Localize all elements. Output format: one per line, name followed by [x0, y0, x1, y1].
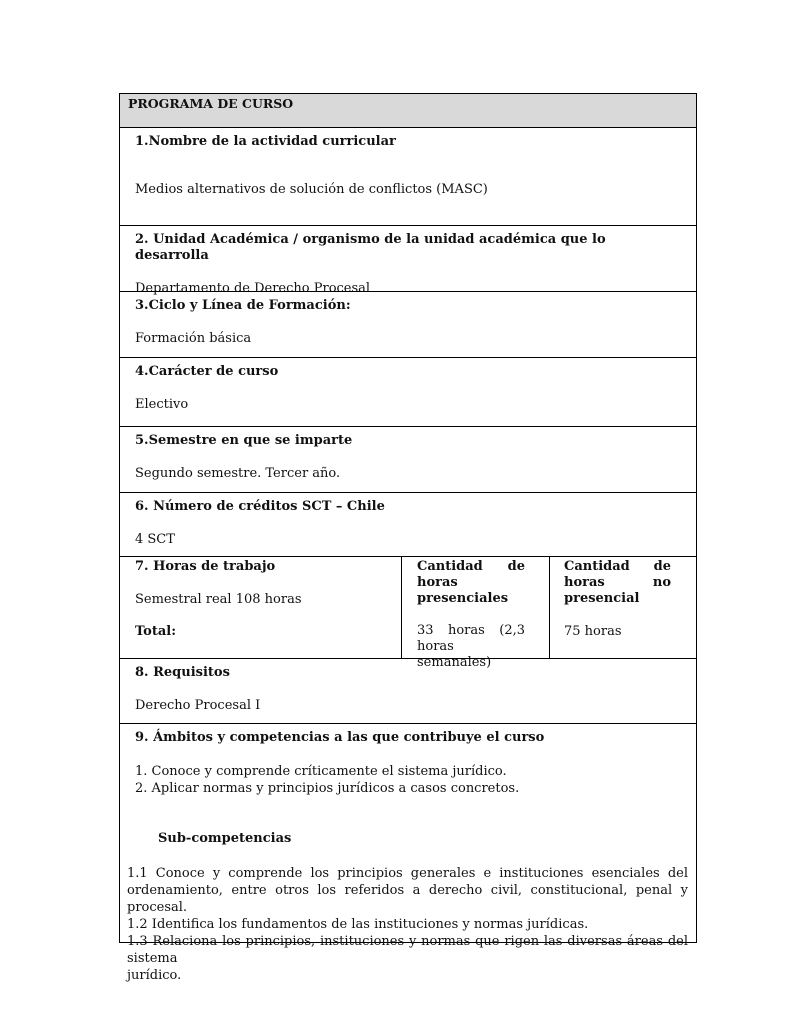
section-title: 7. Horas de trabajo: [135, 559, 276, 574]
section-semester: [120, 426, 696, 492]
semestral-hours: Semestral real 108 horas: [135, 592, 302, 607]
presencial-header-line: presenciales: [417, 591, 509, 606]
section-title: 2. Unidad Académica / organismo de la unidad académica que lo desarrolla: [135, 232, 606, 263]
section-competencies: [120, 723, 696, 983]
course-program-table: [119, 93, 697, 983]
section-value: Derecho Procesal I: [135, 698, 261, 713]
section-course-character: [120, 357, 696, 426]
section-activity-name: [120, 127, 696, 225]
section-work-hours: [120, 556, 696, 670]
table-header: [120, 94, 696, 127]
subcompetency-line: 1.1 Conoce y comprende los principios generales e instituciones esenciales del: [127, 866, 688, 881]
subcompetencies-text: [127, 865, 688, 984]
section-value: Medios alternativos de solución de conflictos (MASC): [135, 182, 488, 197]
subcompetencies-title: Sub-competencias: [158, 831, 292, 846]
section-title: 9. Ámbitos y competencias a las que contribuye el curso: [135, 730, 545, 745]
section-title: 5.Semestre en que se imparte: [135, 433, 353, 448]
presencial-value-line: horas semanales): [417, 639, 492, 670]
subcompetency-line: 1.3 Relaciona los principios, instituciones y normas que rigen las diversas áreas del sistema: [127, 934, 688, 966]
subcompetency-line: 1.2 Identifica los fundamentos de las instituciones y normas jurídicas.: [127, 917, 589, 932]
section-value: Formación básica: [135, 331, 252, 346]
total-label: Total:: [135, 624, 177, 639]
presencial-header-line: Cantidad de: [417, 559, 525, 574]
subcompetency-line: ordenamiento, entre otros los referidos a derecho civil, constitucional, penal y procesal.: [127, 883, 688, 915]
no-presencial-header-line: horas no: [564, 575, 671, 590]
page-title: PROGRAMA DE CURSO: [128, 96, 294, 111]
section-title: 4.Carácter de curso: [135, 364, 279, 379]
no-presencial-header-line: Cantidad de: [564, 559, 671, 574]
section-title: 3.Ciclo y Línea de Formación:: [135, 298, 351, 313]
presencial-header-line: horas: [417, 575, 458, 590]
section-title: 8. Requisitos: [135, 665, 230, 680]
section-requirements: [120, 658, 696, 723]
section-title: 6. Número de créditos SCT – Chile: [135, 499, 385, 514]
section-cycle: [120, 291, 696, 357]
section-value: Departamento de Derecho Procesal: [135, 281, 371, 296]
section-value: Electivo: [135, 397, 189, 412]
section-value: Segundo semestre. Tercer año.: [135, 466, 341, 481]
section-title: 1.Nombre de la actividad curricular: [135, 134, 396, 149]
list-item: 1. Conoce y comprende críticamente el sistema jurídico.: [135, 764, 507, 779]
no-presencial-hours-cell: [550, 557, 696, 658]
section-credits: [120, 492, 696, 556]
no-presencial-header-line: presencial: [564, 591, 640, 606]
presencial-hours-cell: [402, 557, 550, 670]
section-academic-unit: [120, 225, 696, 296]
subcompetency-line: jurídico.: [127, 968, 182, 983]
section-value: 4 SCT: [135, 532, 175, 547]
list-item: 2. Aplicar normas y principios jurídicos a casos concretos.: [135, 781, 520, 796]
presencial-value-line: 33 horas (2,3: [417, 623, 525, 638]
no-presencial-value: 75 horas: [564, 624, 622, 639]
work-hours-cell: [120, 557, 402, 658]
competencies-list: [135, 763, 682, 797]
